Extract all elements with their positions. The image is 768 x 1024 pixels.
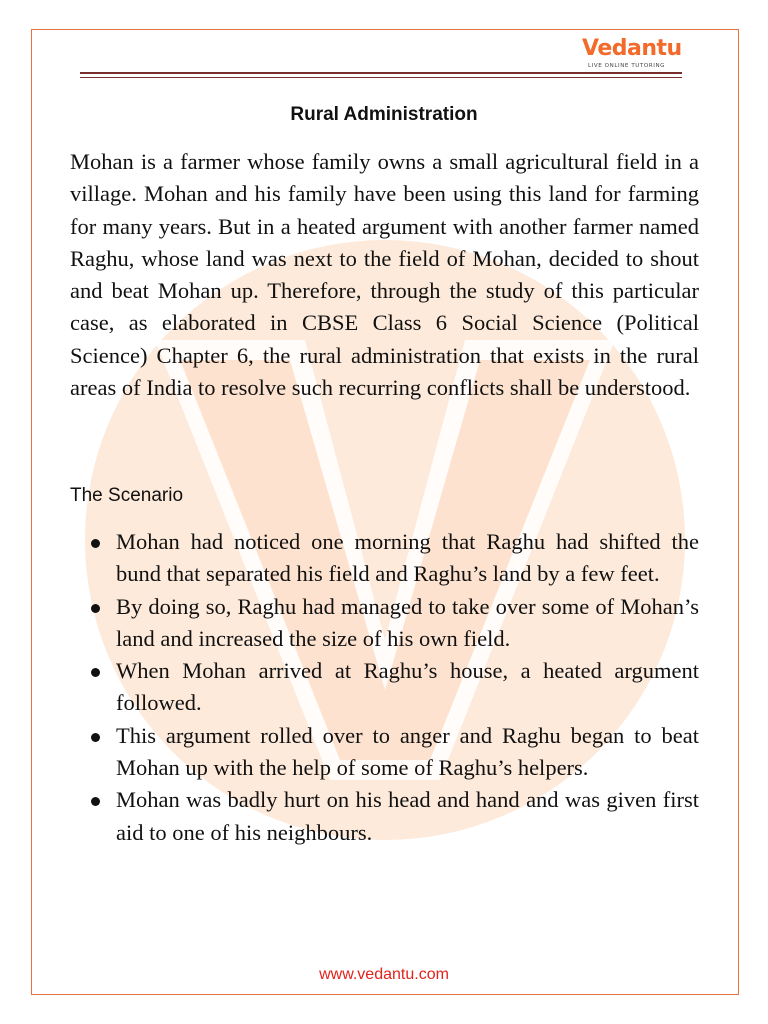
- bullet-icon: [91, 604, 100, 613]
- list-item: [91, 720, 699, 785]
- scenario-list: [91, 526, 699, 849]
- intro-paragraph: Mohan is a farmer whose family owns a small agricultural field in a village. Mohan and his family have been using this land for farming for many years. But in a heated argument with another farmer named Raghu, whose land was next to the field of Mohan, decided to shout and beat Mohan up. Therefore, through the study of this particular case, as elaborated in CBSE Class 6 Social Science (Political Science) Chapter 6, the rural administration that exists in the rural areas of India to resolve such recurring conflicts shall be understood.: [70, 149, 699, 401]
- header-rule-thick: [80, 72, 682, 74]
- bullet-icon: [91, 668, 100, 677]
- logo-tagline: LIVE ONLINE TUTORING: [588, 63, 666, 69]
- section-heading: The Scenario: [70, 485, 184, 506]
- header-rule-thin: [80, 77, 682, 78]
- list-item-text: Mohan was badly hurt on his head and hand and was given first aid to one of his neighbours.: [116, 787, 699, 845]
- vedantu-logo: [582, 36, 682, 76]
- bullet-icon: [91, 733, 100, 742]
- list-item-text: When Mohan arrived at Raghu’s house, a heated argument followed.: [116, 658, 699, 716]
- list-item-text: This argument rolled over to anger and Raghu began to beat Mohan up with the help of some of Raghu’s helpers.: [116, 722, 699, 781]
- bullet-icon: [91, 797, 100, 806]
- list-item-text: By doing so, Raghu had managed to take over some of Mohan’s land and increased the size of his own field.: [116, 593, 699, 651]
- list-item-text: Mohan had noticed one morning that Raghu had shifted the bund that separated his field and Raghu’s land by a few feet.: [116, 529, 699, 587]
- list-item: [91, 591, 699, 656]
- list-item: [91, 655, 699, 720]
- list-item: [91, 526, 699, 591]
- page-title: Rural Administration: [290, 104, 478, 125]
- footer-website-link[interactable]: www.vedantu.com: [319, 966, 449, 983]
- list-item: [91, 784, 699, 849]
- bullet-icon: [91, 539, 100, 548]
- logo-wordmark: Vedantu: [582, 36, 682, 61]
